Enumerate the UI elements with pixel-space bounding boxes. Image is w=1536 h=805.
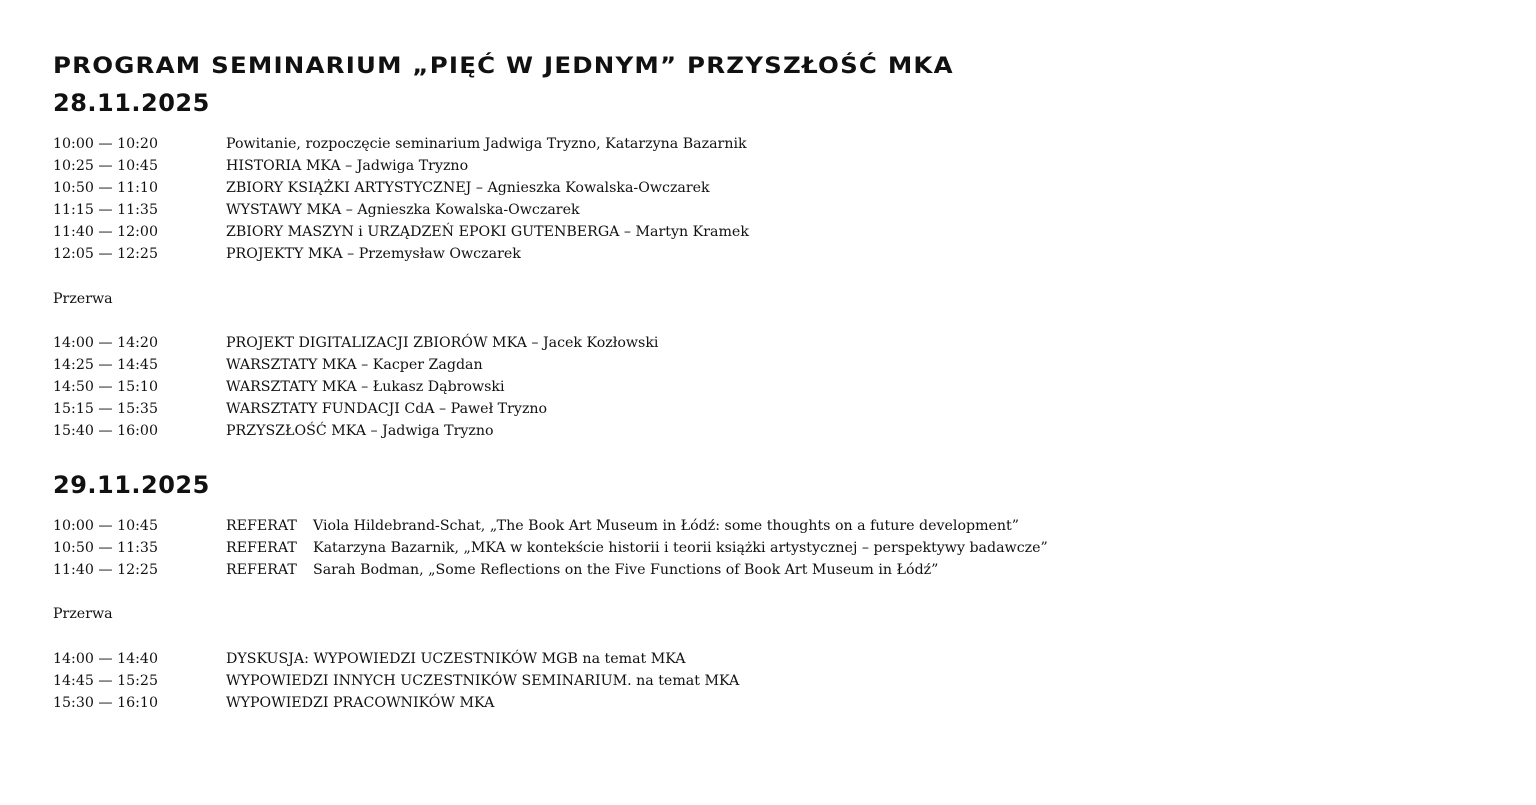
day-1-morning-list <box>53 133 1493 266</box>
schedule-row <box>53 648 1493 670</box>
schedule-time: 14:45 — 15:25 <box>53 672 158 689</box>
schedule-time: 15:30 — 16:10 <box>53 694 158 711</box>
schedule-kind: REFERAT <box>226 562 297 579</box>
schedule-row <box>53 670 1493 692</box>
schedule-description: HISTORIA MKA – Jadwiga Tryzno <box>226 158 469 175</box>
day-2-section <box>53 468 1493 714</box>
schedule-row <box>53 537 1493 559</box>
schedule-description: Sarah Bodman, „Some Reflections on the Five Functions of Book Art Museum in Łódź” <box>313 562 939 579</box>
schedule-row <box>53 155 1493 177</box>
schedule-description: Katarzyna Bazarnik, „MKA w kontekście historii i teorii książki artystycznej – perspektywy badawcze” <box>313 540 1048 557</box>
schedule-time: 14:00 — 14:20 <box>53 334 158 351</box>
day-1-date: 28.11.2025 <box>53 89 210 117</box>
schedule-description: WYPOWIEDZI INNYCH UCZESTNIKÓW SEMINARIUM. na temat MKA <box>226 672 740 689</box>
schedule-time: 10:50 — 11:35 <box>53 540 158 557</box>
schedule-description: Powitanie, rozpoczęcie seminarium Jadwiga Tryzno, Katarzyna Bazarnik <box>226 136 747 152</box>
schedule-row <box>53 515 1493 537</box>
schedule-description: PROJEKTY MKA – Przemysław Owczarek <box>226 246 521 263</box>
schedule-row <box>53 376 1493 398</box>
schedule-description: WYSTAWY MKA – Agnieszka Kowalska-Owczarek <box>226 202 580 219</box>
schedule-time: 15:40 — 16:00 <box>53 423 158 440</box>
schedule-row <box>53 354 1493 376</box>
schedule-row <box>53 398 1493 420</box>
day-2-afternoon-list <box>53 648 1493 714</box>
day-1-break-label: Przerwa <box>53 290 113 307</box>
schedule-time: 10:00 — 10:45 <box>53 518 158 535</box>
schedule-description: WARSZTATY MKA – Kacper Zagdan <box>226 356 483 373</box>
page-title: PROGRAM SEMINARIUM „PIĘĆ W JEDNYM” PRZYSZŁOŚĆ MKA <box>53 51 954 79</box>
schedule-kind: REFERAT <box>226 540 297 557</box>
schedule-row <box>53 177 1493 199</box>
schedule-description: ZBIORY MASZYN i URZĄDZEŃ EPOKI GUTENBERGA – Martyn Kramek <box>226 224 749 241</box>
schedule-row <box>53 243 1493 265</box>
schedule-description: ZBIORY KSIĄŻKI ARTYSTYCZNEJ – Agnieszka Kowalska-Owczarek <box>226 180 710 197</box>
schedule-kind: REFERAT <box>226 518 297 535</box>
schedule-time: 11:40 — 12:25 <box>53 562 158 579</box>
program-page <box>53 50 1493 714</box>
schedule-time: 14:50 — 15:10 <box>53 378 158 395</box>
schedule-row <box>53 199 1493 221</box>
schedule-description: Viola Hildebrand-Schat, „The Book Art Museum in Łódź: some thoughts on a future development” <box>313 518 1020 535</box>
schedule-row <box>53 420 1493 442</box>
schedule-time: 10:00 — 10:20 <box>53 136 158 152</box>
schedule-time: 11:15 — 11:35 <box>53 202 158 219</box>
schedule-row <box>53 692 1493 714</box>
schedule-time: 15:15 — 15:35 <box>53 400 158 417</box>
schedule-description: WYPOWIEDZI PRACOWNIKÓW MKA <box>226 694 495 711</box>
schedule-description: DYSKUSJA: WYPOWIEDZI UCZESTNIKÓW MGB na temat MKA <box>226 650 686 667</box>
schedule-row <box>53 133 1493 155</box>
schedule-time: 11:40 — 12:00 <box>53 224 158 241</box>
schedule-time: 14:25 — 14:45 <box>53 356 158 373</box>
schedule-row <box>53 332 1493 354</box>
schedule-time: 10:50 — 11:10 <box>53 180 158 197</box>
schedule-row <box>53 221 1493 243</box>
schedule-description: WARSZTATY FUNDACJI CdA – Paweł Tryzno <box>226 400 548 417</box>
day-2-morning-list <box>53 515 1493 581</box>
schedule-time: 14:00 — 14:40 <box>53 650 158 667</box>
schedule-description: PROJEKT DIGITALIZACJI ZBIORÓW MKA – Jacek Kozłowski <box>226 334 659 351</box>
schedule-description: WARSZTATY MKA – Łukasz Dąbrowski <box>226 378 505 395</box>
schedule-time: 12:05 — 12:25 <box>53 246 158 263</box>
schedule-time: 10:25 — 10:45 <box>53 158 158 175</box>
day-1-section <box>53 86 1493 442</box>
day-1-afternoon-list <box>53 332 1493 442</box>
schedule-row <box>53 559 1493 581</box>
day-2-break-label: Przerwa <box>53 606 113 623</box>
day-2-date: 29.11.2025 <box>53 471 210 500</box>
schedule-description: PRZYSZŁOŚĆ MKA – Jadwiga Tryzno <box>226 423 494 440</box>
